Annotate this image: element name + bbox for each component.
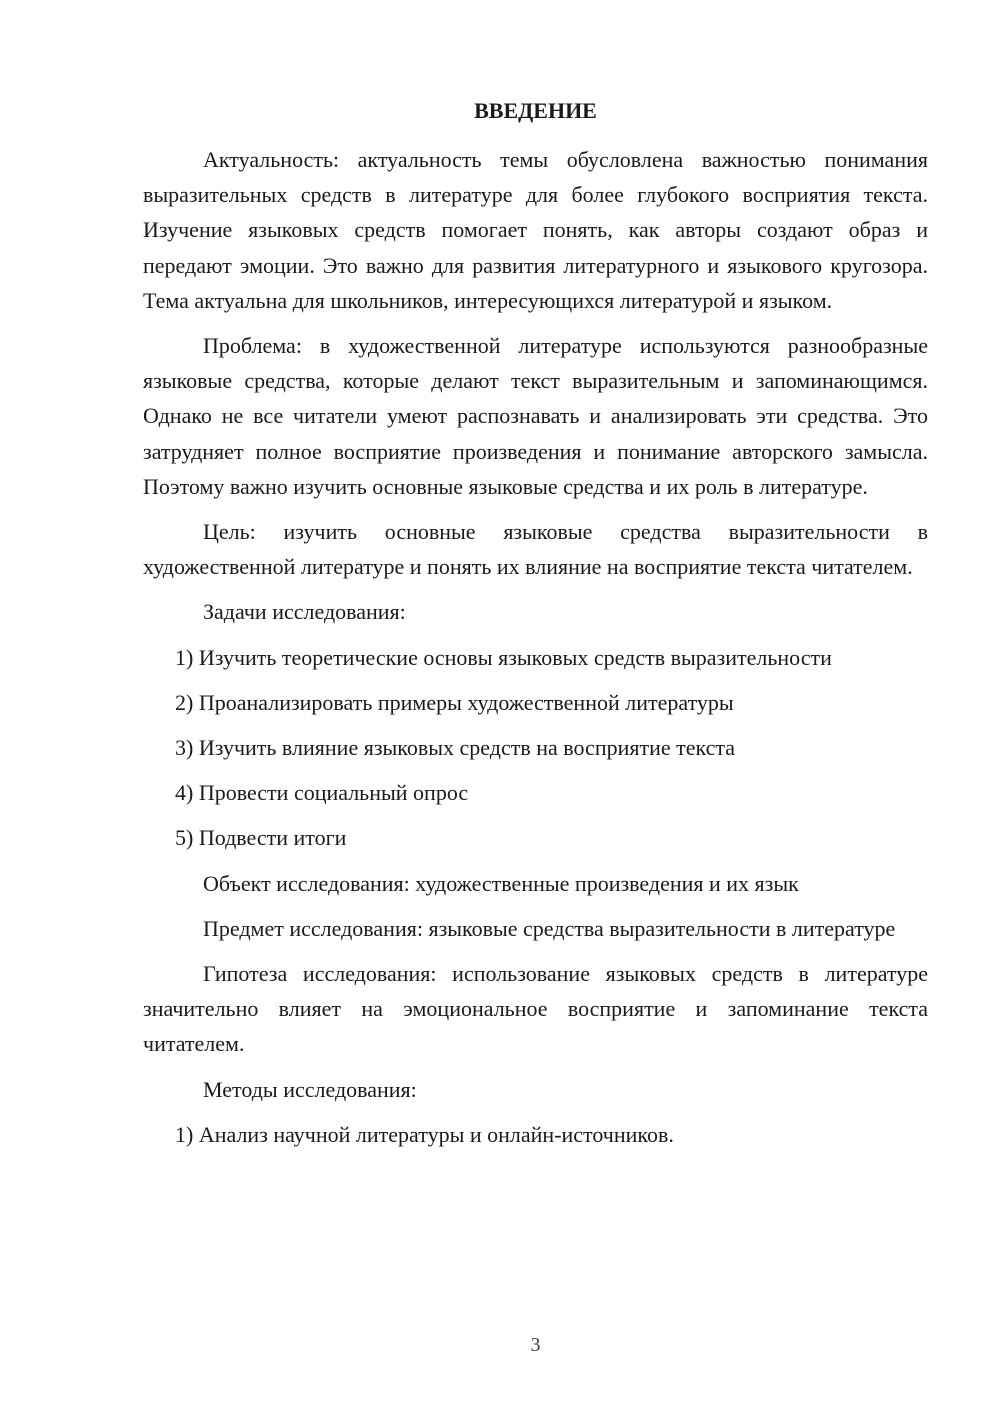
- task-item: 3) Изучить влияние языковых средств на восприятие текста: [175, 735, 736, 761]
- object-line: Объект исследования: художественные произведения и их язык: [203, 870, 799, 896]
- document-body: [143, 142, 928, 1162]
- tasks-heading: Задачи исследования:: [203, 599, 406, 625]
- problem-paragraph: Проблема: в художественной литературе используются разнообразные языковые средства, которые делают текст выразительным и запоминающимся. Однако не все читатели умеют распознавать и анализировать эти средства. Это затрудняет полное восприятие произведения и понимание авторского замысла. Поэтому важно изучить основные языковые средства и их роль в литературе.: [143, 333, 928, 499]
- task-item: 5) Подвести итоги: [175, 825, 347, 851]
- document-page: [143, 0, 928, 1414]
- page-title: ВВЕДЕНИЕ: [474, 98, 597, 123]
- methods-heading: Методы исследования:: [203, 1076, 417, 1102]
- page-number: 3: [530, 1334, 541, 1356]
- relevance-paragraph: Актуальность: актуальность темы обусловлена важностью понимания выразительных средств в литературе для более глубокого восприятия текста. Изучение языковых средств помогает понять, как авторы создают образ и передают эмоции. Это важно для развития литературного и языкового кругозора. Тема актуальна для школьников, интересующихся литературой и языком.: [143, 147, 928, 313]
- goal-paragraph: Цель: изучить основные языковые средства выразительности в художественной литературе и понять их влияние на восприятие текста читателем.: [143, 519, 928, 580]
- method-item: 1) Анализ научной литературы и онлайн-источников.: [175, 1121, 674, 1147]
- subject-paragraph: Предмет исследования: языковые средства выразительности в литературе: [203, 915, 896, 941]
- task-item: 1) Изучить теоретические основы языковых средств выразительности: [175, 644, 832, 670]
- hypothesis-paragraph: Гипотеза исследования: использование языковых средств в литературе значительно влияет на эмоциональное восприятие и запоминание текста читателем.: [143, 961, 928, 1057]
- task-item: 4) Провести социальный опрос: [175, 780, 469, 806]
- task-item: 2) Проанализировать примеры художественной литературы: [175, 689, 734, 715]
